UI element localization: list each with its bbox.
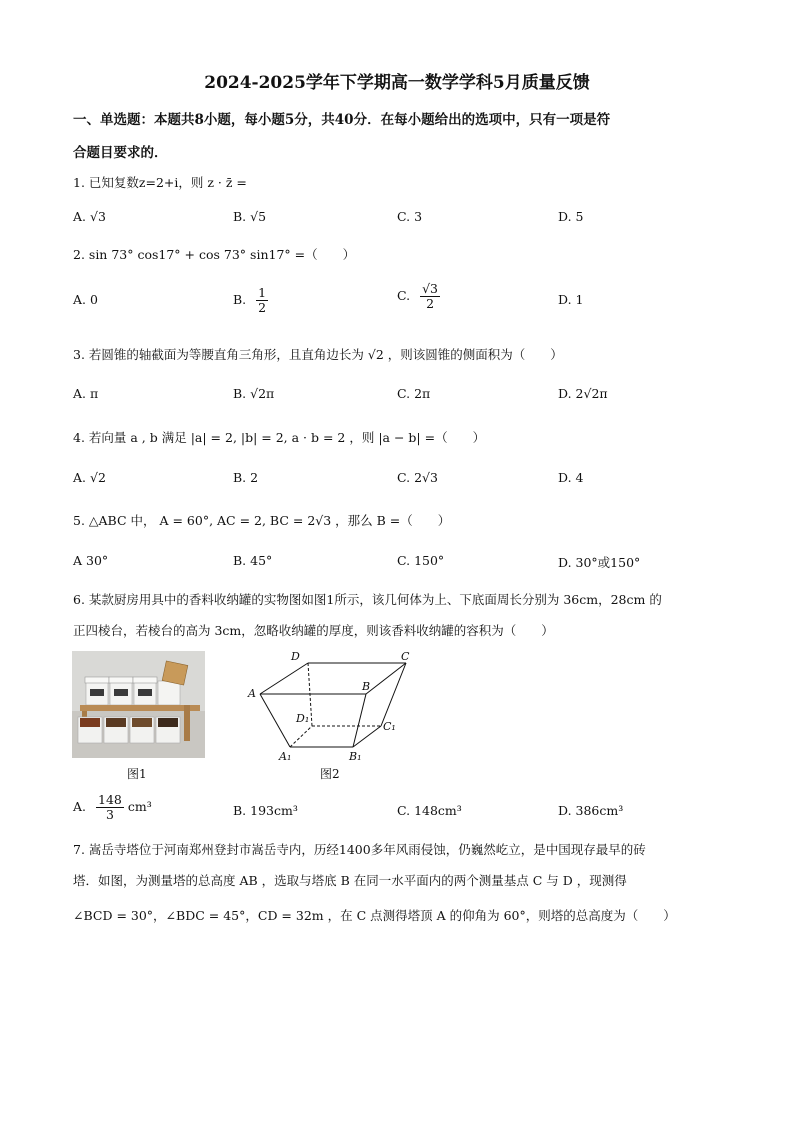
label-B: B — [362, 680, 371, 693]
q2-option-c — [397, 282, 440, 311]
label-D: D — [291, 650, 300, 663]
q5-option-c: C. 150° — [397, 553, 445, 568]
q6-option-a — [73, 793, 152, 822]
label-C: C — [401, 650, 410, 663]
q3-option-a: A. π — [73, 386, 99, 401]
edge-A1D1 — [290, 726, 312, 747]
q6-option-b: B. 193cm³ — [233, 803, 298, 818]
q4-option-c: C. 2√3 — [397, 470, 438, 485]
q6-option-a-unit: cm³ — [127, 798, 152, 814]
q3-option-d: D. 2√2π — [558, 386, 608, 401]
question-4: 4. 若向量 a , b 满足 |a| = 2, |b| = 2, a · b = 2 ，则 |a − b| =（ ） — [73, 430, 486, 445]
q1-option-b: B. √5 — [233, 209, 267, 224]
question-2: 2. sin 73° cos17° + cos 73° sin17° =（ ） — [73, 247, 356, 262]
edge-DA — [260, 663, 308, 694]
q6-option-c: C. 148cm³ — [397, 803, 462, 818]
q5-option-a: A 30° — [73, 553, 109, 568]
q4-option-a: A. √2 — [73, 470, 106, 485]
q5-option-d: D. 30°或150° — [558, 555, 641, 570]
q2-option-b-fraction — [256, 286, 268, 315]
q6-option-a-den: 3 — [105, 806, 114, 822]
q2-option-c-num: √3 — [422, 281, 438, 296]
label-A: A — [248, 687, 256, 700]
label-A1: A₁ — [279, 750, 292, 763]
q2-option-d: D. 1 — [558, 292, 584, 307]
spice-jars-photo — [72, 651, 205, 758]
q2-option-b — [233, 286, 268, 315]
figure-1-caption: 图1 — [127, 767, 147, 781]
frustum-diagram — [243, 646, 428, 766]
question-3: 3. 若圆锥的轴截面为等腰直角三角形，且直角边长为 √2 ，则该圆锥的侧面积为（ ） — [73, 347, 563, 362]
question-6-line2: 正四棱台，若棱台的高为 3cm，忽略收纳罐的厚度，则该香料收纳罐的容积为（ ） — [73, 623, 554, 638]
question-7-line2: 塔．如图，为测量塔的总高度 AB ，选取与塔底 B 在同一水平面内的两个测量基点 C 与 D ，现测得 — [73, 873, 627, 888]
q6-option-d: D. 386cm³ — [558, 803, 624, 818]
q2-option-b-num: 1 — [258, 285, 267, 300]
q2-option-c-fraction — [420, 282, 440, 311]
question-7-line1: 7. 嵩岳寺塔位于河南郑州登封市嵩岳寺内，历经1400多年风雨侵蚀，仍巍然屹立，是中国现存最早的砖 — [73, 842, 646, 857]
q1-option-d: D. 5 — [558, 209, 584, 224]
figure-2-caption: 图2 — [320, 767, 340, 781]
question-5: 5. △ABC 中， A = 60°, AC = 2, BC = 2√3 ，那么 B =（ ） — [73, 513, 451, 528]
question-7-line3: ∠BCD = 30°，∠BDC = 45°，CD = 32m ，在 C 点测得塔顶 A 的仰角为 60°，则塔的总高度为（ ） — [73, 908, 676, 923]
q6-option-a-num: 148 — [98, 792, 122, 807]
q2-option-c-label: C. — [397, 287, 411, 303]
edge-AA1 — [260, 694, 290, 747]
q4-option-b: B. 2 — [233, 470, 259, 485]
question-1: 1. 已知复数z=2+i，则 z · z̄ = — [73, 175, 247, 190]
label-C1: C₁ — [383, 720, 396, 733]
q3-option-b: B. √2π — [233, 386, 275, 401]
q2-option-b-den: 2 — [258, 299, 267, 315]
q2-option-b-label: B. — [233, 291, 247, 307]
q1-option-a: A. √3 — [73, 209, 106, 224]
q2-option-c-den: 2 — [426, 295, 435, 311]
section-heading-line1: 一、单选题：本题共8小题，每小题5分，共40分．在每小题给出的选项中，只有一项是符 — [73, 112, 611, 128]
q3-option-c: C. 2π — [397, 386, 431, 401]
q4-option-d: D. 4 — [558, 470, 584, 485]
label-B1: B₁ — [349, 750, 362, 763]
page-title: 2024-2025学年下学期高一数学学科5月质量反馈 — [204, 73, 590, 93]
q6-option-a-label: A. — [73, 798, 87, 814]
label-D1: D₁ — [296, 712, 310, 725]
section-heading-line2: 合题目要求的． — [73, 145, 168, 161]
q2-option-a: A. 0 — [73, 292, 98, 307]
q6-option-a-fraction — [96, 793, 124, 822]
question-6-line1: 6. 某款厨房用具中的香料收纳罐的实物图如图1所示，该几何体为上、下底面周长分别为 36cm，28cm 的 — [73, 592, 662, 607]
q5-option-b: B. 45° — [233, 553, 273, 568]
q1-option-c: C. 3 — [397, 209, 423, 224]
